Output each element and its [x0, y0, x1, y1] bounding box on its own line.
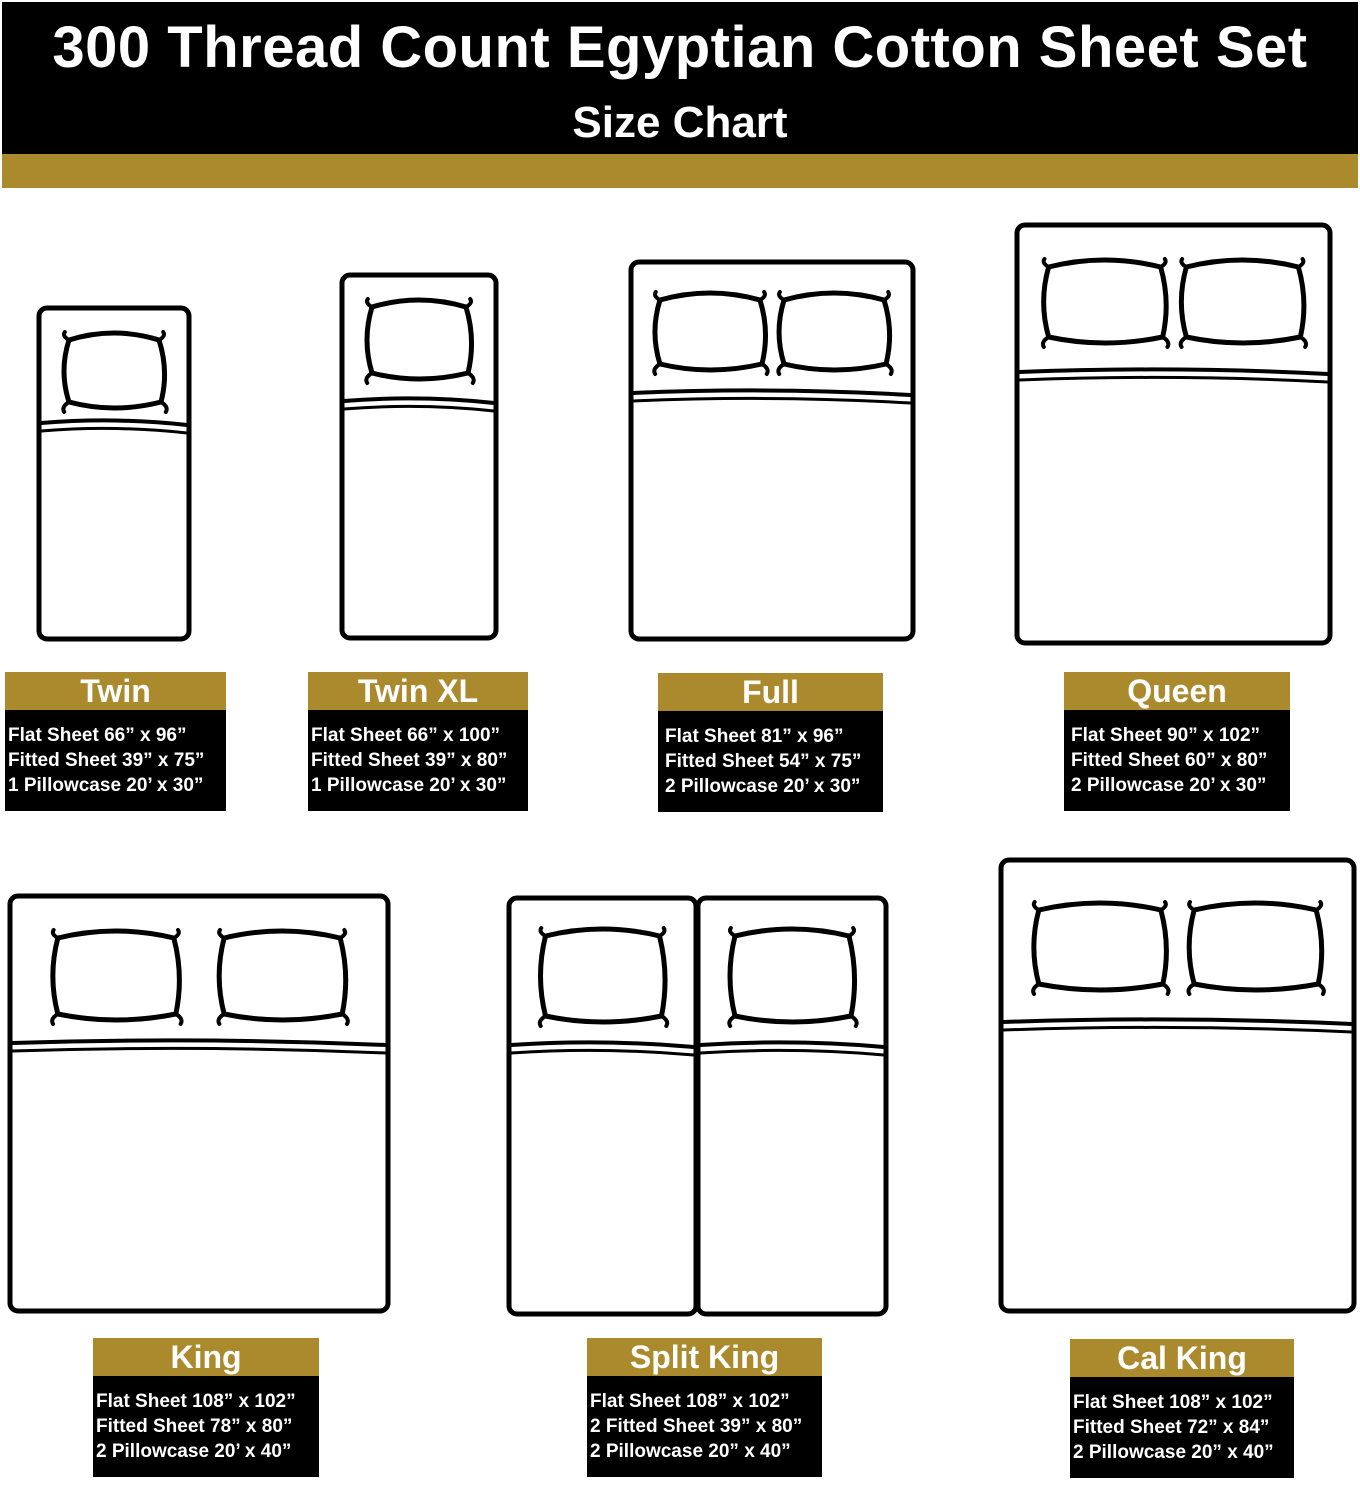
fitted-sheet-dimension: Fitted Sheet 54” x 75”: [665, 751, 862, 772]
pillow-twin-xl: [367, 300, 472, 379]
size-name: Twin: [5, 672, 226, 710]
pillow-queen-left: [1044, 260, 1167, 343]
flat-sheet-dimension: Flat Sheet 90” x 102”: [1071, 725, 1261, 746]
size-label-twin-xl: [308, 672, 528, 811]
size-specs: [658, 711, 883, 812]
size-name: Queen: [1064, 672, 1290, 710]
pillow-split-king-right: [730, 929, 855, 1022]
pillowcase-dimension: 2 Pillowcase 20” x 40”: [1073, 1442, 1274, 1463]
size-label-twin: [5, 672, 226, 811]
fitted-sheet-dimension: Fitted Sheet 60” x 80”: [1071, 750, 1268, 771]
size-name: Twin XL: [308, 672, 528, 710]
fitted-sheet-dimension: Fitted Sheet 39” x 80”: [311, 750, 508, 771]
flat-sheet-dimension: Flat Sheet 108” x 102”: [1073, 1392, 1273, 1413]
fitted-sheet-dimension: Fitted Sheet 72” x 84”: [1073, 1417, 1270, 1438]
pillow-full-right: [779, 293, 890, 370]
pillow-twin: [64, 333, 165, 408]
pillowcase-dimension: 2 Pillowcase 20’ x 30”: [665, 776, 861, 797]
pillowcase-dimension: 2 Pillowcase 20’ x 40”: [96, 1441, 292, 1462]
page-subtitle: Size Chart: [572, 98, 788, 147]
pillow-cal-king-left: [1034, 903, 1167, 990]
flat-sheet-dimension: Flat Sheet 108” x 102”: [590, 1391, 790, 1412]
size-specs: [587, 1376, 822, 1477]
size-specs: [93, 1376, 319, 1477]
size-name: Full: [658, 673, 883, 711]
pillowcase-dimension: 2 Pillowcase 20” x 40”: [590, 1441, 791, 1462]
size-name: Split King: [587, 1338, 822, 1376]
size-label-full: [658, 673, 883, 812]
page-title: 300 Thread Count Egyptian Cotton Sheet Set: [52, 15, 1308, 80]
size-label-cal-king: [1070, 1339, 1294, 1478]
size-specs: [308, 710, 528, 811]
size-name: King: [93, 1338, 319, 1376]
flat-sheet-dimension: Flat Sheet 81” x 96”: [665, 726, 844, 747]
size-specs: [5, 710, 226, 811]
flat-sheet-dimension: Flat Sheet 66” x 96”: [8, 725, 187, 746]
fitted-sheet-dimension: 2 Fitted Sheet 39” x 80”: [590, 1416, 803, 1437]
size-name: Cal King: [1070, 1339, 1294, 1377]
size-label-king: [93, 1338, 319, 1477]
pillowcase-dimension: 2 Pillowcase 20’ x 30”: [1071, 775, 1267, 796]
pillow-king-left: [53, 931, 180, 1020]
flat-sheet-dimension: Flat Sheet 108” x 102”: [96, 1391, 296, 1412]
pillow-full-left: [655, 293, 766, 370]
size-label-split-king: [587, 1338, 822, 1477]
flat-sheet-dimension: Flat Sheet 66” x 100”: [311, 725, 501, 746]
pillowcase-dimension: 1 Pillowcase 20’ x 30”: [8, 775, 204, 796]
pillow-cal-king-right: [1189, 903, 1322, 990]
fitted-sheet-dimension: Fitted Sheet 78” x 80”: [96, 1416, 293, 1437]
pillow-split-king-left: [541, 929, 666, 1022]
pillow-king-right: [219, 931, 346, 1020]
fitted-sheet-dimension: Fitted Sheet 39” x 75”: [8, 750, 205, 771]
size-label-queen: [1064, 672, 1290, 811]
size-specs: [1064, 710, 1290, 811]
pillowcase-dimension: 1 Pillowcase 20’ x 30”: [311, 775, 507, 796]
pillow-queen-right: [1181, 260, 1304, 343]
size-specs: [1070, 1377, 1294, 1478]
